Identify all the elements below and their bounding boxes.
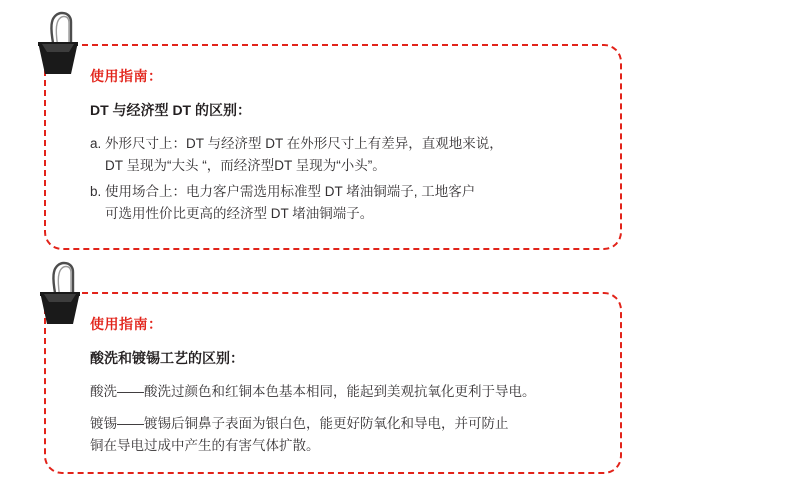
paragraph-line: 镀锡——镀锡后铜鼻子表面为银白色，能更好防氧化和导电，并可防止 xyxy=(90,415,509,431)
paragraph-line: a. 外形尺寸上：DT 与经济型 DT 在外形尺寸上有差异，直观地来说， xyxy=(90,135,503,151)
paragraph-line: b. 使用场合上：电力客户需选用标准型 DT 堵油铜端子, 工地客户 xyxy=(90,183,476,199)
guide-title: 使用指南： xyxy=(90,68,163,84)
paragraph-line: 可选用性价比更高的经济型 DT 堵油铜端子。 xyxy=(105,205,374,221)
paragraph xyxy=(90,381,590,403)
paragraph-line: 铜在导电过成中产生的有害气体扩散。 xyxy=(90,437,320,453)
section-heading: DT 与经济型 DT 的区别： xyxy=(90,101,251,118)
guide-card xyxy=(44,44,622,250)
guide-card-body xyxy=(46,46,620,238)
paragraph-line: DT 呈现为“大头 “，而经济型DT 呈现为“小头”。 xyxy=(105,157,386,173)
paragraph xyxy=(90,133,590,177)
guide-title: 使用指南： xyxy=(90,316,163,332)
section-heading: 酸洗和镀锡工艺的区别： xyxy=(90,349,244,366)
paragraph xyxy=(90,413,590,457)
guide-card-body xyxy=(46,294,620,477)
paragraph-line: 酸洗——酸洗过颜色和红铜本色基本相同，能起到美观抗氧化更利于导电。 xyxy=(90,383,536,399)
guide-card xyxy=(44,292,622,474)
paragraph xyxy=(90,181,590,225)
